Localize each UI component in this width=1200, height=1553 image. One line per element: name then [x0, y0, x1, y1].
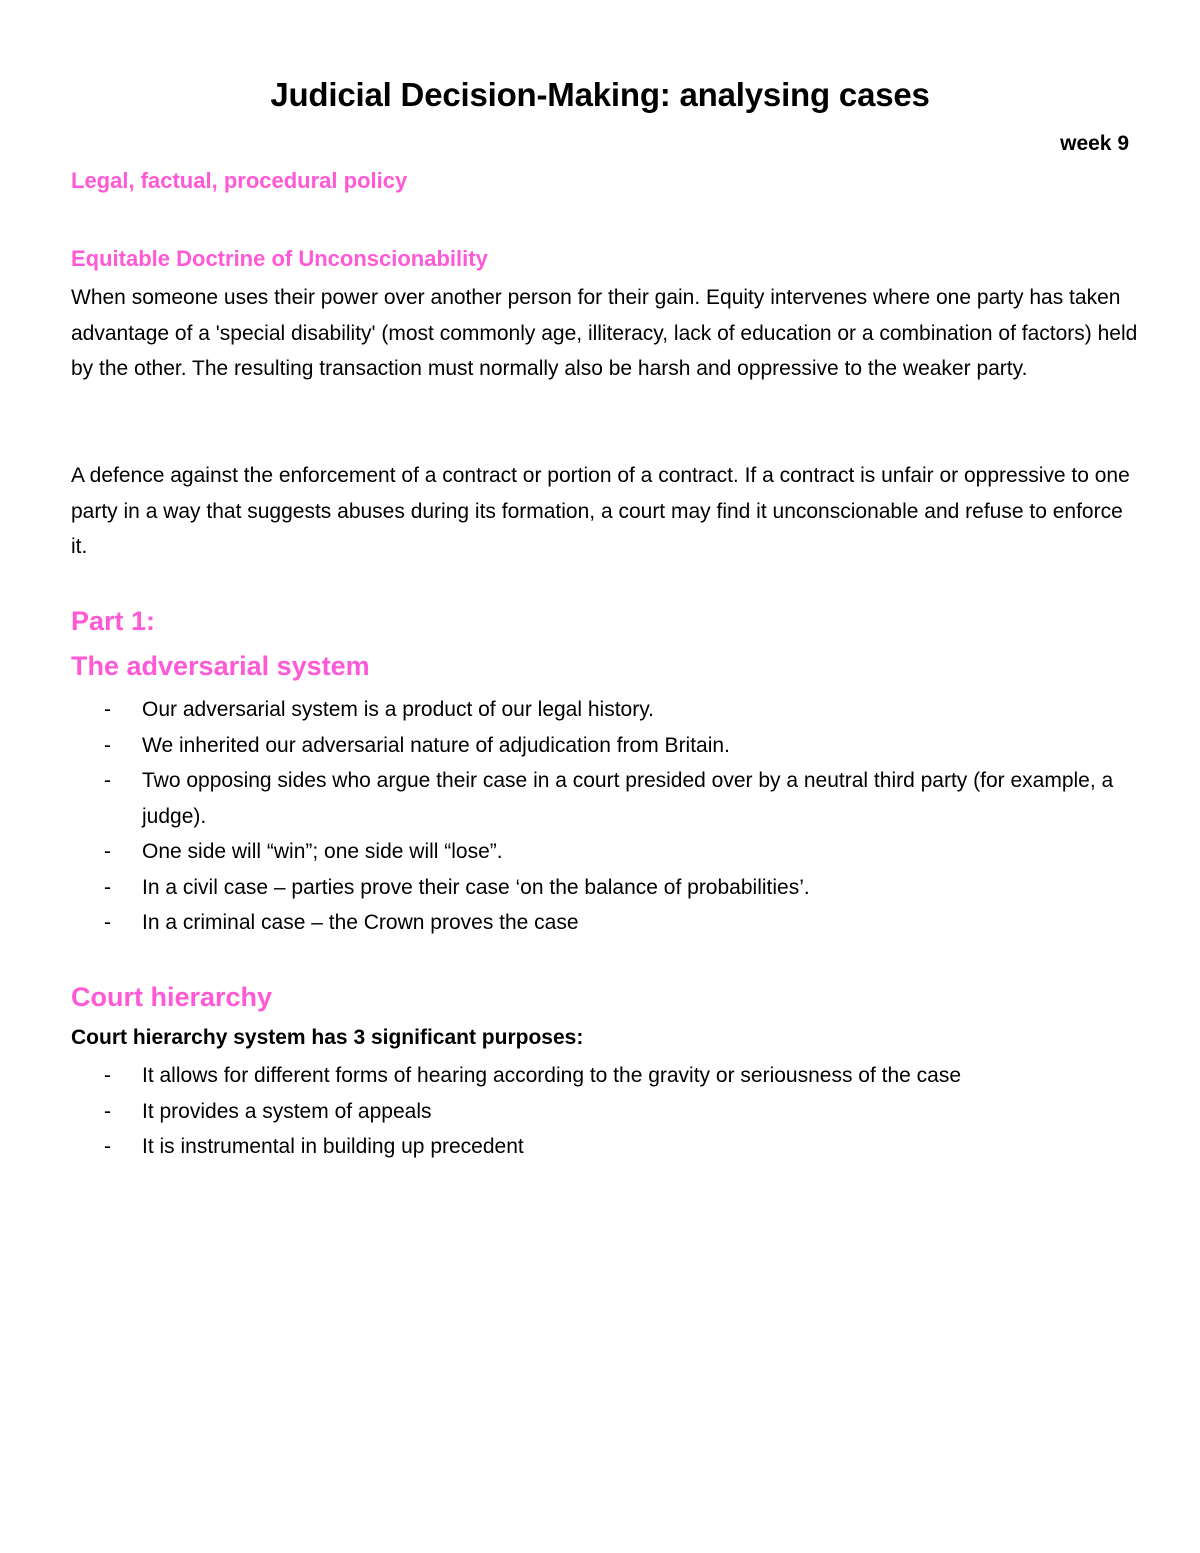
- list-item: [71, 1058, 1141, 1094]
- list-item-text: It is instrumental in building up precedent: [142, 1135, 524, 1158]
- week-label: week 9: [1060, 132, 1129, 155]
- list-item: [71, 834, 1141, 870]
- adversarial-system-heading: The adversarial system: [71, 651, 370, 681]
- list-item: [71, 763, 1141, 834]
- part-1-heading: Part 1:: [71, 606, 156, 636]
- bullet-dash: -: [104, 1135, 111, 1158]
- court-hierarchy-intro: Court hierarchy system has 3 significant purposes:: [71, 1026, 584, 1049]
- court-hierarchy-bullet-list: [71, 1058, 1141, 1165]
- list-item: [71, 1094, 1141, 1130]
- list-item: [71, 728, 1141, 764]
- list-item-text: We inherited our adversarial nature of adjudication from Britain.: [142, 733, 730, 757]
- equitable-doctrine-heading: Equitable Doctrine of Unconscionability: [71, 246, 488, 271]
- paragraph-text: When someone uses their power over another person for their gain. Equity intervenes where one party has taken advantage of a 'special disability' (most commonly age, illiteracy, lack of education or a combination of factors) held by the other. The resulting transaction must normally also be harsh and oppressive to the weaker party.: [71, 286, 1138, 380]
- bullet-dash: -: [104, 911, 111, 934]
- bullet-dash: -: [104, 769, 111, 792]
- list-item-text: It provides a system of appeals: [142, 1099, 432, 1123]
- bullet-dash: -: [104, 1064, 111, 1087]
- paragraph-text: A defence against the enforcement of a contract or portion of a contract. If a contract is unfair or oppressive to one party in a way that suggests abuses during its formation, a court may find it unconscionable and refuse to enforce it.: [71, 464, 1130, 558]
- list-item-text: Our adversarial system is a product of our legal history.: [142, 698, 654, 721]
- list-item: [71, 1129, 1141, 1165]
- list-item-text: One side will “win”; one side will “lose”.: [142, 840, 503, 863]
- bullet-dash: -: [104, 840, 111, 863]
- document-title: Judicial Decision-Making: analysing cases: [270, 76, 930, 113]
- list-item-text: In a civil case – parties prove their case ‘on the balance of probabilities’.: [142, 875, 810, 899]
- adversarial-bullet-list: [71, 692, 1141, 941]
- bullet-dash: -: [104, 698, 111, 721]
- equitable-paragraph-1: [71, 280, 1141, 387]
- list-item: [71, 905, 1141, 941]
- list-item-text: Two opposing sides who argue their case in a court presided over by a neutral third party (for example, a judge).: [142, 769, 1114, 828]
- list-item-text: It allows for different forms of hearing according to the gravity or seriousness of the case: [142, 1064, 962, 1087]
- equitable-paragraph-2: [71, 458, 1141, 565]
- bullet-dash: -: [104, 875, 111, 899]
- legal-policy-heading: Legal, factual, procedural policy: [71, 168, 408, 193]
- bullet-dash: -: [104, 733, 111, 757]
- bullet-dash: -: [104, 1099, 111, 1123]
- list-item: [71, 692, 1141, 728]
- list-item-text: In a criminal case – the Crown proves the case: [142, 911, 579, 934]
- list-item: [71, 870, 1141, 906]
- court-hierarchy-heading: Court hierarchy: [71, 982, 273, 1012]
